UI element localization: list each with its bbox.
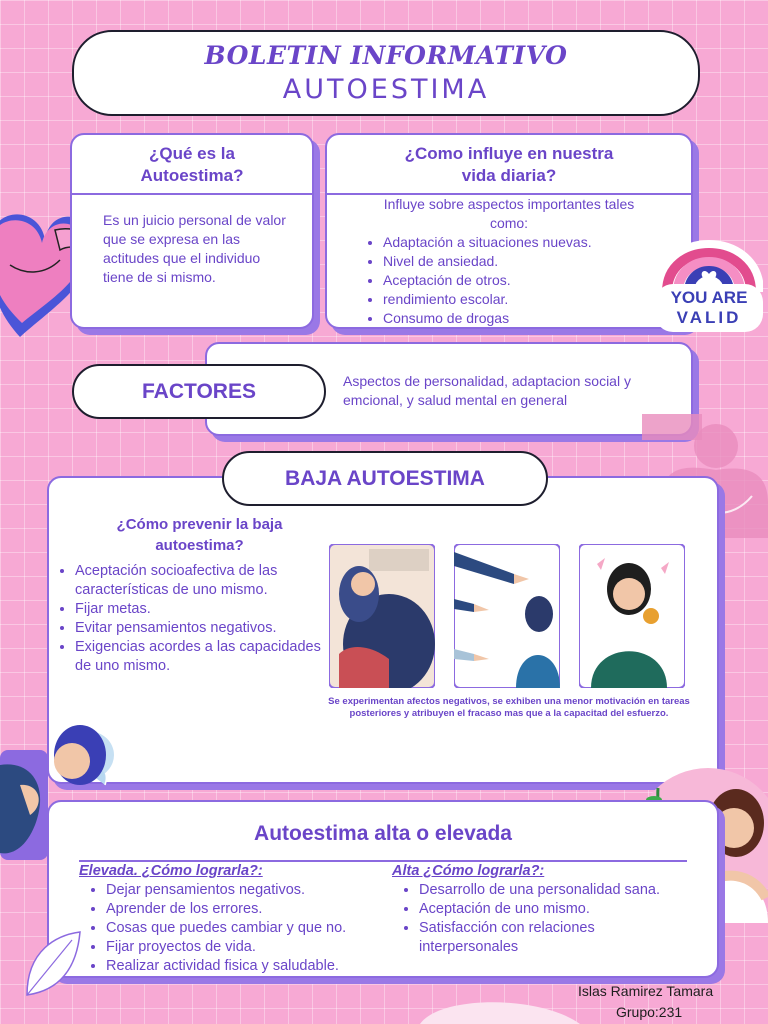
list-item: • Desarrollo de una personalidad sana.: [419, 881, 679, 900]
factores-body: Aspectos de personalidad, adaptacion social y emcional, y salud mental en general: [343, 373, 631, 408]
influence-list: [361, 233, 592, 328]
what-is-heading: ¿Qué es la Autoestima?: [140, 144, 244, 185]
list-item: • Exigencias acordes a las capacidades de uno mismo.: [75, 638, 337, 676]
alta-right-heading: Alta ¿Cómo lograrla?:: [392, 863, 545, 879]
page-title: BOLETIN INFORMATIVO: [204, 41, 568, 70]
list-item: • Nivel de ansiedad.: [383, 252, 592, 271]
list-item: • Dejar pensamientos negativos.: [106, 881, 346, 900]
leaf-icon: [22, 930, 82, 1000]
author-name: Islas Ramirez Tamara: [578, 983, 714, 999]
list-item: • Fijar proyectos de vida.: [106, 938, 346, 957]
alta-title: Autoestima alta o elevada: [254, 822, 512, 845]
wave-blob-decoration: [420, 995, 580, 1024]
list-item: • rendimiento escolar.: [383, 290, 592, 309]
list-item: • Consumo de drogas: [383, 309, 592, 328]
influence-heading: ¿Como influye en nuestra vida diaria?: [404, 144, 614, 185]
baja-caption: Se experimentan afectos negativos, se exhiben una menor motivación en tareas posteriores y atribuyen el fracaso mas que a la capacitad del esfuerzo.: [328, 696, 690, 719]
factores-label: FACTORES: [72, 364, 326, 419]
prevent-list: [53, 562, 337, 676]
what-is-body: Es un juicio personal de valor que se expresa en las actitudes que el individuo tiene de si mismo.: [103, 212, 286, 285]
list-item: • Satisfacción con relaciones interpersonales: [419, 919, 679, 957]
alta-left-list: [84, 881, 346, 976]
influence-card: [325, 133, 693, 329]
alta-left-heading: Elevada. ¿Cómo lograrla?:: [79, 863, 263, 879]
list-item: • Aprender de los errores.: [106, 900, 346, 919]
pointing-fingers-illustration: [454, 544, 560, 688]
influence-intro: Influye sobre aspectos importantes tales como:: [383, 196, 635, 231]
sad-hug-illustration: [329, 544, 435, 688]
list-item: • Aceptación de uno mismo.: [419, 900, 679, 919]
header-banner: [72, 30, 700, 116]
list-item: • Aceptación de otros.: [383, 271, 592, 290]
baja-label: BAJA AUTOESTIMA: [222, 451, 548, 506]
list-item: • Adaptación a situaciones nuevas.: [383, 233, 592, 252]
list-item: • Evitar pensamientos negativos.: [75, 619, 337, 638]
page-subtitle: AUTOESTIMA: [282, 74, 490, 105]
alta-right-list: [397, 881, 679, 957]
baja-card: [47, 476, 719, 784]
what-is-card: [70, 133, 314, 329]
sticker-text-1: YOU ARE: [670, 288, 748, 307]
list-item: • Cosas que puedes cambiar y que no.: [106, 919, 346, 938]
sticker-text-2: VALID: [676, 308, 742, 327]
alta-card: [47, 800, 719, 978]
list-item: • Fijar metas.: [75, 600, 337, 619]
you-are-valid-sticker: [655, 212, 763, 336]
list-item: • Realizar actividad fisica y saludable.: [106, 957, 346, 976]
list-item: • Aceptación socioafectiva de las características de uno mismo.: [75, 562, 337, 600]
author-group: Grupo:231: [616, 1004, 683, 1020]
sad-girl-illustration: [579, 544, 685, 688]
prevent-heading: ¿Cómo prevenir la baja autoestima?: [116, 516, 283, 554]
